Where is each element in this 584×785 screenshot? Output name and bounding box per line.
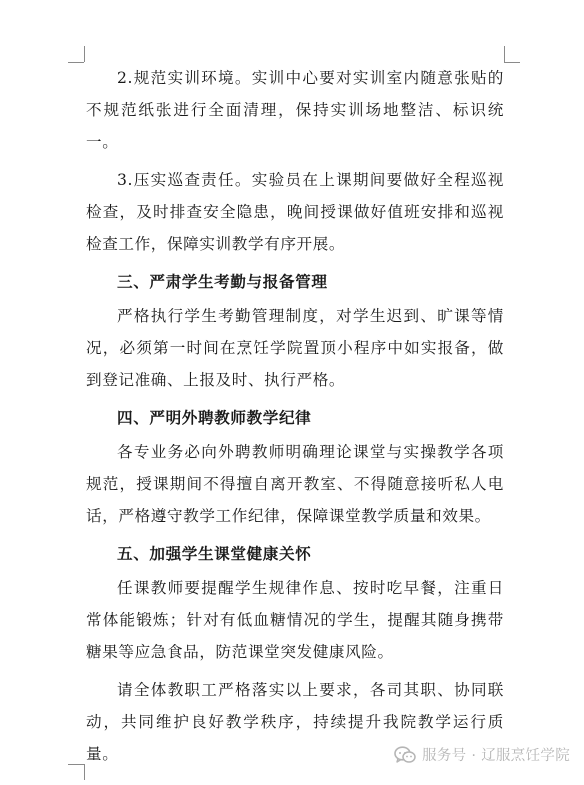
- crop-mark-top-left-v: [84, 46, 85, 62]
- section-heading-attendance: 三、严肃学生考勤与报备管理: [117, 272, 328, 291]
- paragraph-regulate-environment: 2.规范实训环境。实训中心要对实训室内随意张贴的不规范纸张进行全面清理，保持实训场地整洁、标识统一。: [86, 69, 504, 151]
- wechat-icon: [394, 746, 416, 764]
- crop-mark-top-left-h: [68, 62, 84, 63]
- paragraph-health-care: 任课教师要提醒学生规律作息、按时吃早餐，注重日常体能锻炼；针对有低血糖情况的学生，提醒其随身携带糖果等应急食品，防范课堂突发健康风险。: [86, 579, 504, 661]
- paragraph-attendance: 严格执行学生考勤管理制度，对学生迟到、旷课等情况，必须第一时间在烹饪学院置顶小程序中如实报备，做到登记准确、上报及时、执行严格。: [86, 307, 504, 389]
- document-body: [86, 62, 504, 776]
- section-heading-health-care: 五、加强学生课堂健康关怀: [117, 544, 312, 563]
- crop-mark-bottom-left-v: [84, 764, 85, 780]
- paragraph-closing: 请全体教职工严格落实以上要求，各司其职、协同联动，共同维护良好教学秩序，持续提升我院教学运行质量。: [86, 681, 504, 763]
- section-heading-external-teachers: 四、严明外聘教师教学纪律: [117, 408, 312, 427]
- crop-mark-top-right-h: [504, 62, 520, 63]
- watermark: [394, 744, 570, 765]
- paragraph-inspection-duty: 3.压实巡查责任。实验员在上课期间要做好全程巡视检查，及时排查安全隐患，晚间授课做好值班安排和巡视检查工作，保障实训教学有序开展。: [86, 171, 504, 253]
- watermark-text: 服务号 · 辽服烹饪学院: [422, 748, 570, 764]
- crop-mark-bottom-left-h: [68, 764, 84, 765]
- paragraph-external-teachers: 各专业务必向外聘教师明确理论课堂与实操教学各项规范，授课期间不得擅自离开教室、不得随意接听私人电话，严格遵守教学工作纪律，保障课堂教学质量和效果。: [86, 443, 504, 525]
- crop-mark-top-right-v: [504, 46, 505, 62]
